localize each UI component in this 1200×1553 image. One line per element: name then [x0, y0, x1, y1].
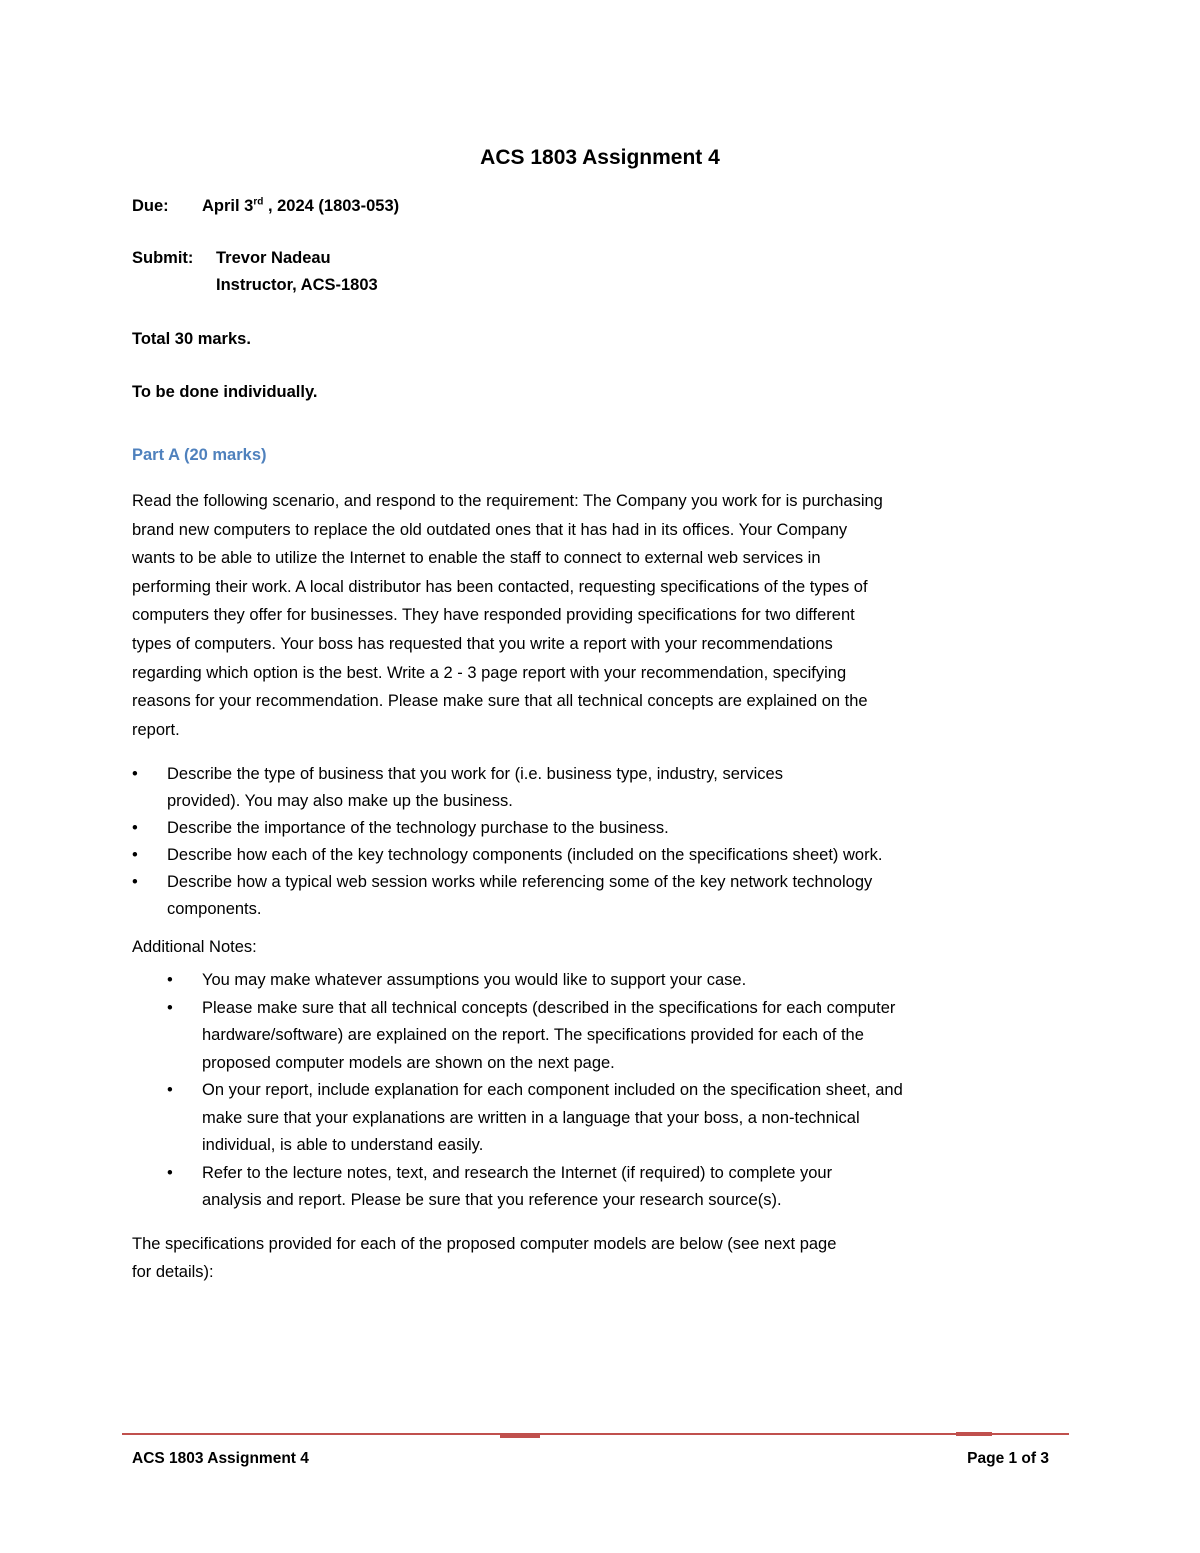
list-item [132, 842, 1062, 869]
list-item [132, 869, 1062, 923]
text-line: hardware/software) are explained on the report. The specifications provided for each of the [202, 1026, 864, 1044]
footer-rule-accent [500, 1433, 540, 1438]
text-line: Describe how a typical web session works while referencing some of the key network technology [167, 873, 873, 891]
additional-notes-label: Additional Notes: [132, 938, 257, 956]
footer-rule-accent [956, 1432, 992, 1436]
list-item [167, 1077, 1067, 1160]
total-marks: Total 30 marks. [132, 330, 251, 348]
list-item [132, 815, 1062, 842]
text-line: Describe the type of business that you work for (i.e. business type, industry, services [167, 765, 783, 783]
submit-row [132, 249, 331, 268]
text-line: proposed computer models are shown on the next page. [202, 1053, 615, 1072]
text-line: Describe how each of the key technology components (included on the specifications sheet) work. [167, 846, 883, 864]
bullet-icon: • [132, 873, 138, 891]
page-number: Page 1 of 3 [967, 1450, 1049, 1467]
text-line: Please make sure that all technical concepts (described in the specifications for each computer [202, 998, 896, 1017]
text-line: You may make whatever assumptions you would like to support your case. [202, 971, 747, 989]
text-line: The specifications provided for each of the proposed computer models are below (see next page [132, 1235, 837, 1253]
closing-paragraph [132, 1231, 836, 1286]
due-value [202, 197, 399, 215]
bullet-icon: • [132, 846, 138, 864]
text-line: performing their work. A local distributor has been contacted, requesting specifications of the types of [132, 577, 868, 596]
bullet-icon: • [167, 971, 173, 989]
bullet-icon: • [132, 765, 138, 783]
due-label: Due: [132, 197, 169, 215]
text-line: report. [132, 720, 180, 739]
text-line: for details): [132, 1262, 214, 1281]
document-title: ACS 1803 Assignment 4 [480, 146, 720, 169]
due-row [132, 197, 399, 216]
list-item [167, 1160, 1067, 1215]
text-line: brand new computers to replace the old outdated ones that it has had in its offices. Your Company [132, 520, 848, 539]
submit-name: Trevor Nadeau [216, 249, 331, 267]
text-line: Refer to the lecture notes, text, and research the Internet (if required) to complete your [202, 1163, 833, 1182]
text-line: components. [167, 900, 262, 918]
footer-rule [122, 1433, 1069, 1435]
text-line: make sure that your explanations are written in a language that your boss, a non-technical [202, 1108, 860, 1127]
bullet-icon: • [167, 998, 173, 1017]
footer-title: ACS 1803 Assignment 4 [132, 1450, 309, 1467]
text-line: wants to be able to utilize the Internet to enable the staff to connect to external web services in [132, 549, 821, 568]
text-line: analysis and report. Please be sure that you reference your research source(s). [202, 1191, 782, 1209]
text-line: Read the following scenario, and respond to the requirement: The Company you work for is purchasing [132, 492, 883, 510]
due-date: April 3 [202, 197, 254, 215]
individual-note: To be done individually. [132, 383, 318, 401]
scenario-paragraph [132, 487, 1062, 744]
bullet-icon: • [132, 819, 138, 837]
requirements-list [132, 761, 1062, 923]
text-line: On your report, include explanation for each component included on the specification sheet, and [202, 1081, 903, 1099]
due-year-section: , 2024 (1803-053) [263, 197, 400, 215]
text-line: provided). You may also make up the business. [167, 792, 513, 810]
list-item [167, 967, 1067, 995]
list-item [167, 995, 1067, 1078]
part-a-heading: Part A (20 marks) [132, 446, 267, 464]
list-item [132, 761, 1062, 815]
bullet-icon: • [167, 1081, 173, 1099]
text-line: regarding which option is the best. Write a 2 - 3 page report with your recommendation, specifying [132, 663, 847, 682]
submit-label: Submit: [132, 249, 194, 267]
bullet-icon: • [167, 1163, 173, 1182]
text-line: individual, is able to understand easily. [202, 1136, 484, 1154]
text-line: types of computers. Your boss has requested that you write a report with your recommendations [132, 634, 833, 653]
text-line: Describe the importance of the technology purchase to the business. [167, 819, 669, 837]
additional-notes-list [167, 967, 1067, 1215]
text-line: computers they offer for businesses. They have responded providing specifications for two different [132, 606, 855, 625]
submit-role: Instructor, ACS-1803 [216, 276, 378, 294]
due-date-suffix: rd [253, 196, 264, 208]
text-line: reasons for your recommendation. Please make sure that all technical concepts are explained on the [132, 692, 868, 711]
